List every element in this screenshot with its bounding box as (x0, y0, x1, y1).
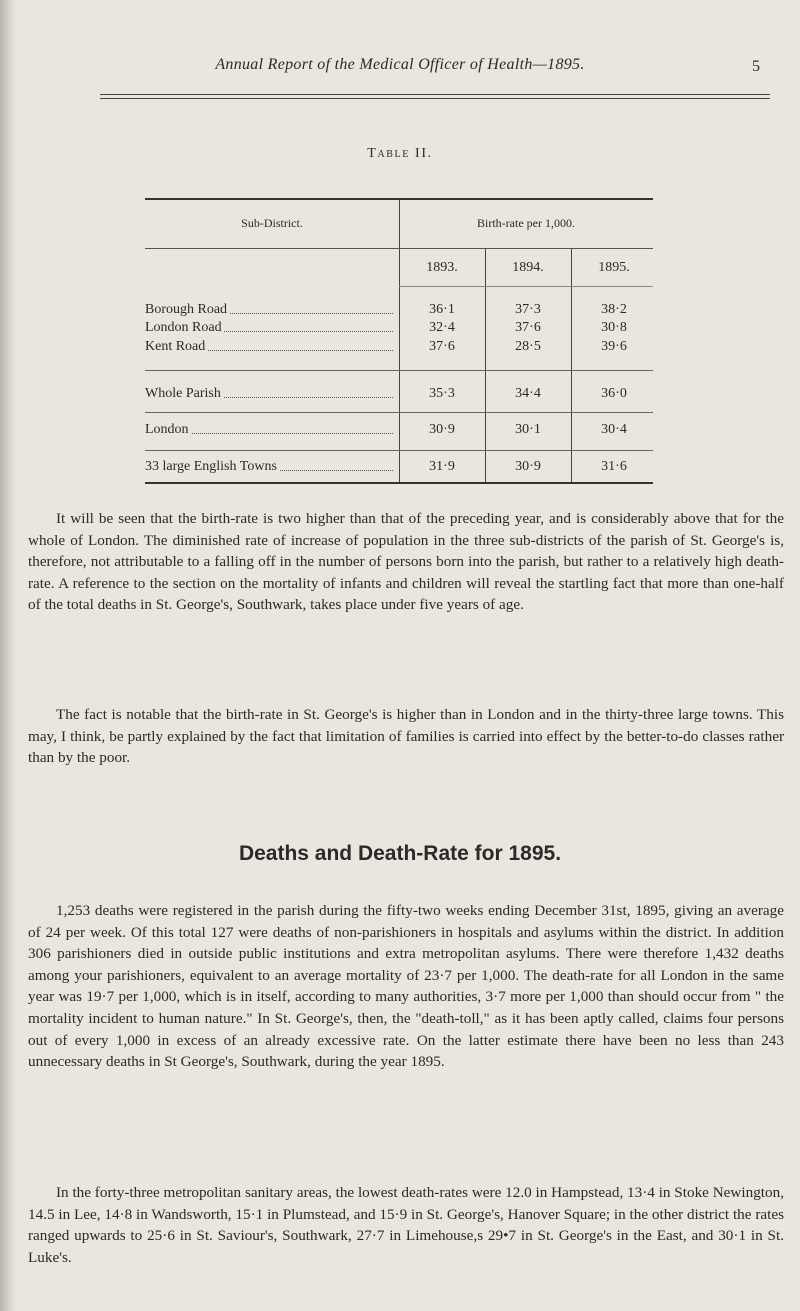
table-row (145, 302, 393, 320)
row-label: London (145, 422, 189, 437)
table-cell: 30·9 (515, 459, 541, 474)
year-header-1893: 1893. (426, 260, 458, 275)
paragraph-metropolitan-areas: In the forty-three metropolitan sanitary areas, the lowest death-rates were 12.0 in Hampstead, 13·4 in Stoke Newington, 14.5 in Lee, 14·8 in Wandsworth, 15·1 in Plumstead, and 15·9 in St. George's, Hanover Square; in the other district the rates ranged upwards to 25·6 in St. Saviour's, Southwark, 27·7 in Limehouse,s 29•7 in St. George's in the East, and 30·1 in St. Luke's. (28, 1184, 784, 1266)
table-cell: 34·4 (515, 386, 541, 401)
table-cell: 36·0 (601, 386, 627, 401)
table-cell: 37·6 (429, 339, 455, 354)
row-divider (145, 412, 653, 413)
paragraph-deaths-registered: 1,253 deaths were registered in the parish during the fifty-two weeks ending December 31st, 1895, giving an average of 24 per week. Of this total 127 were deaths of non-parishioners in hospitals and asylums within the district. In addition 306 parishioners died in outside public institutions and extra metropolitan asylums. There were therefore 1,432 deaths among your parishioners, equivalent to an average mortality of 23·7 per 1,000. The death-rate for all London in the same year was 19·7 per 1,000, which is in itself, according to many authorities, 3·7 more per 1,000 than should occur from " the mortality incident to human nature." In St. George's, then, the "death-toll," as it has been aptly called, claims four persons out of every 1,000 in excess of an already excessive rate. On the latter estimate there have been no less than 243 unnecessary deaths in St George's, Southwark, during the year 1895. (28, 902, 784, 1071)
table-row (145, 422, 393, 440)
table-cell: 30·8 (601, 320, 627, 335)
column-header-subdistrict: Sub-District. (241, 216, 303, 230)
year-header-1894: 1894. (512, 260, 544, 275)
row-label: Whole Parish (145, 386, 221, 401)
table-row (145, 386, 393, 404)
table-cell: 38·2 (601, 302, 627, 317)
table-cell: 30·1 (515, 422, 541, 437)
row-divider (145, 370, 653, 371)
table-caption: Table II. (367, 146, 433, 161)
table-cell: 39·6 (601, 339, 627, 354)
running-title: Annual Report of the Medical Officer of Health—1895. (215, 56, 585, 73)
page-number: 5 (752, 58, 760, 75)
table-cell: 31·6 (601, 459, 627, 474)
table-cell: 37·6 (515, 320, 541, 335)
table-cell: 30·4 (601, 422, 627, 437)
paragraph-birth-rate-comparison: It will be seen that the birth-rate is two higher than that of the preceding year, and is considerably above that for the whole of London. The diminished rate of increase of population in the three sub-districts of the parish of St. George's is, therefore, not attributable to a falling off in the number of persons born into the parish, but rather to a relatively high death-rate. A reference to the section on the mortality of infants and children will reveal the startling fact that more than one-half of the total deaths in St. George's, Southwark, takes place under five years of age. (28, 510, 784, 614)
table-cell: 36·1 (429, 302, 455, 317)
table-row (145, 320, 393, 338)
header-rule (100, 94, 770, 95)
header-divider (145, 248, 399, 249)
paragraph-notable-fact: The fact is notable that the birth-rate in St. George's is higher than in London and in the thirty-three large towns. This may, I think, be partly explained by the fact that limitation of families is carried into effect by the better-to-do classes rather than by the poor. (28, 706, 784, 767)
row-label: Kent Road (145, 339, 206, 354)
table-cell: 37·3 (515, 302, 541, 317)
column-header-birth-rate: Birth-rate per 1,000. (477, 216, 575, 230)
table-bottom-rule (145, 482, 653, 484)
header-divider (399, 248, 653, 249)
table-row (145, 459, 393, 477)
birth-rate-table (145, 198, 653, 484)
row-label: Borough Road (145, 302, 228, 317)
table-row (145, 339, 393, 357)
row-label: 33 large English Towns (145, 459, 277, 474)
table-column-divider (485, 248, 486, 482)
section-title: Deaths and Death-Rate for 1895. (238, 842, 562, 865)
table-cell: 35·3 (429, 386, 455, 401)
table-cell: 30·9 (429, 422, 455, 437)
row-label: London Road (145, 320, 222, 335)
header-rule (100, 98, 770, 99)
table-cell: 32·4 (429, 320, 455, 335)
table-cell: 31·9 (429, 459, 455, 474)
row-divider (145, 450, 653, 451)
table-column-divider (571, 248, 572, 482)
year-header-1895: 1895. (598, 260, 630, 275)
table-cell: 28·5 (515, 339, 541, 354)
year-divider (399, 286, 653, 287)
